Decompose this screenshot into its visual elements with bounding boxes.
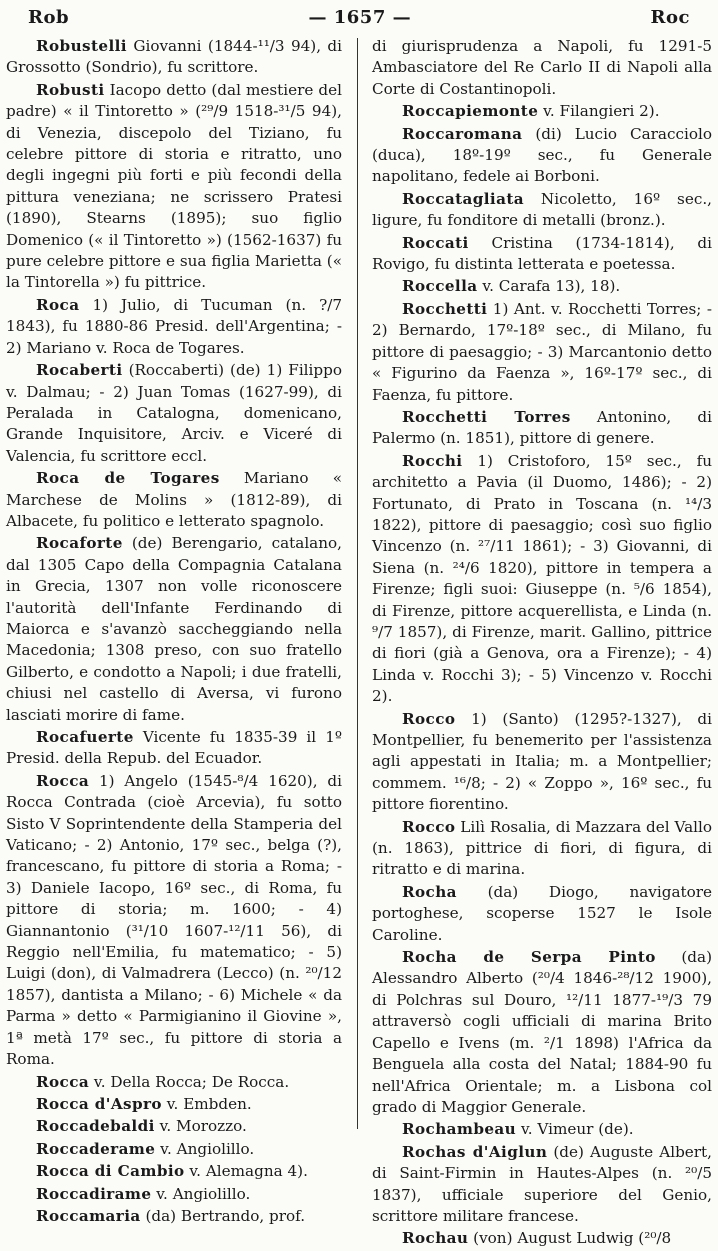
entry-headword: Roca <box>36 295 80 314</box>
entry-text: Nicoletto, 16º sec., ligure, fu fonditore di metalli (bronz.). <box>372 189 712 230</box>
dictionary-entry <box>372 947 712 1118</box>
entry-text: v. Filangieri 2). <box>538 102 660 121</box>
dictionary-entry <box>372 124 712 188</box>
dictionary-entry <box>6 1184 342 1205</box>
entry-text: (da) Diogo, navigatore portoghese, scoperse 1527 le Isole Caroline. <box>372 882 712 944</box>
dictionary-entry <box>372 882 712 946</box>
dictionary-entry <box>6 1161 342 1182</box>
entry-headword: Roccati <box>402 233 469 252</box>
entry-text: v. Carafa 13), 18). <box>477 277 621 296</box>
dictionary-entry <box>6 1094 342 1115</box>
entry-text: v. Vimeur (de). <box>516 1120 634 1139</box>
dictionary-entry <box>6 295 342 359</box>
running-header <box>28 4 690 30</box>
dictionary-entry <box>6 727 342 770</box>
entry-text: v. Della Rocca; De Rocca. <box>89 1072 290 1091</box>
dictionary-entry <box>372 709 712 816</box>
dictionary-entry <box>372 189 712 232</box>
dictionary-entry <box>372 1119 712 1140</box>
dictionary-entry <box>372 36 712 100</box>
page-number: — 1657 — <box>308 6 412 28</box>
entry-text: Antonino, di Palermo (n. 1851), pittore di genere. <box>372 407 712 448</box>
dictionary-entry <box>372 451 712 708</box>
dictionary-entry <box>372 299 712 406</box>
dictionary-entry <box>6 533 342 726</box>
entry-headword: Rocchi <box>402 451 463 470</box>
entry-text: di giurisprudenza a Napoli, fu 1291-5 Ambasciatore del Re Carlo II di Napoli alla Corte di Costantinopoli. <box>372 37 712 98</box>
dictionary-entry <box>372 101 712 122</box>
right-column <box>372 36 712 1251</box>
dictionary-entry <box>6 1206 342 1227</box>
entry-text: v. Angiolillo. <box>151 1184 251 1203</box>
dictionary-entry <box>6 1116 342 1137</box>
entry-headword: Rocha <box>402 882 457 901</box>
entry-headword: Roccapiemonte <box>402 102 539 121</box>
header-right-word: Roc <box>650 6 690 28</box>
entry-text: 1) (Santo) (1295?-1327), di Montpellier, fu benemerito per l'assistenza agli appestati in Italia; m. a Montpellier; commem. ¹⁶/8; - 2) « Zoppo », 16º sec., fu pittore fiorentino. <box>372 709 712 814</box>
entry-text: Mariano « Marchese de Molins » (1812-89), di Albacete, fu politico e letterato spagnolo. <box>6 469 342 530</box>
entry-text: (de) Berengario, catalano, dal 1305 Capo della Compagnia Catalana in Grecia, 1307 non volle riconoscere l'autorità dell'Infante Ferdinando di Maiorca e s'avanzò saccheggiando nella Macedonia; 1308 preso, con suo fratello Gilberto, e condotto a Napoli; i due fratelli, chiusi nel castello di Aversa, vi furono lasciati morire di fame. <box>6 534 342 724</box>
entry-headword: Rocchetti Torres <box>402 407 571 426</box>
entry-text: v. Morozzo. <box>154 1117 247 1136</box>
entry-text: Cristina (1734-1814), di Rovigo, fu distinta letterata e poetessa. <box>372 233 712 274</box>
entry-headword: Roccaromana <box>402 124 523 143</box>
entry-text: Iacopo detto (dal mestiere del padre) « il Tintoretto » (²⁹/9 1518-³¹/5 94), di Venezia, discepolo del Tiziano, fu celebre pittore di storia e ritratto, uno degli ingegni più forti e più fecondi della pittura veneziana; ne scrissero Pratesi (1890), Stearns (1895); suo figlio Domenico (« il Tintoretto ») (1562-1637) fu pure celebre pittore e sua figlia Marietta (« la Tintorella ») fu pittrice. <box>6 80 342 292</box>
entry-headword: Robusti <box>36 80 105 99</box>
entry-text: (da) Alessandro Alberto (²⁰/4 1846-²⁸/12 1900), di Polchras sul Douro, ¹²/11 1877-¹⁹/3 79 attraversò cogli ufficiali di marina Brito Capello e Ivens (m. ²/1 1898) l'Africa da Benguela alla costa del Natal; 1884-90 fu nell'Africa Orientale; m. a Lisbona col grado di Maggior Generale. <box>372 948 712 1116</box>
entry-text: Vicente fu 1835-39 il 1º Presid. della Repub. del Ecuador. <box>6 728 342 768</box>
dictionary-entry <box>372 407 712 450</box>
entry-headword: Rochambeau <box>402 1120 517 1139</box>
left-column <box>6 36 342 1228</box>
dictionary-entry <box>6 1139 342 1160</box>
entry-headword: Rocchetti <box>402 299 488 318</box>
dictionary-entry <box>6 468 342 532</box>
entry-text: (da) Bertrando, prof. <box>140 1206 306 1225</box>
dictionary-entry <box>372 276 712 297</box>
entry-headword: Rocha de Serpa Pinto <box>402 948 656 967</box>
entry-text: (Roccaberti) (de) 1) Filippo v. Dalmau; - 2) Juan Tomas (1627-99), di Peralada in Catalogna, domenicano, Grande Inquisitore, Arciv. e Viceré di Valencia, fu scrittore eccl. <box>6 361 342 465</box>
entry-text: (di) Lucio Caracciolo (duca), 18º-19º sec., fu Generale napolitano, fedele ai Borboni. <box>372 124 712 186</box>
entry-headword: Rocaberti <box>36 361 123 380</box>
entry-headword: Rochas d'Aiglun <box>402 1142 548 1161</box>
entry-text: 1) Julio, di Tucuman (n. ?/7 1843), fu 1880-86 Presid. dell'Argentina; - 2) Mariano v. Roca de Togares. <box>6 295 342 357</box>
entry-text: v. Embden. <box>161 1094 252 1113</box>
dictionary-entry <box>6 80 342 294</box>
entry-headword: Rocca di Cambio <box>36 1162 185 1181</box>
entry-headword: Rocco <box>402 709 456 728</box>
entry-headword: Roccadirame <box>36 1184 152 1203</box>
entry-headword: Roccaderame <box>36 1139 156 1158</box>
entry-text: Lilì Rosalia, di Mazzara del Vallo (n. 1863), pittrice di fiori, di figura, di ritratto e di marina. <box>372 817 712 879</box>
dictionary-entry <box>6 1072 342 1093</box>
entry-text: (von) August Ludwig (²⁰/8 <box>468 1229 672 1248</box>
dictionary-entry <box>372 1142 712 1228</box>
entry-headword: Rochau <box>402 1229 469 1248</box>
entry-headword: Robustelli <box>36 37 127 55</box>
entry-headword: Rocaforte <box>36 534 123 553</box>
entry-headword: Roccatagliata <box>402 189 524 208</box>
dictionary-entry <box>372 233 712 276</box>
entry-text: (de) Auguste Albert, di Saint-Firmin in Hautes-Alpes (n. ²⁰/5 1837), ufficiale superiore del Genio, scrittore militare francese. <box>372 1142 712 1225</box>
dictionary-entry <box>6 36 342 79</box>
header-left-word: Rob <box>28 6 70 28</box>
entry-headword: Roca de Togares <box>36 469 220 488</box>
entry-text: Giovanni (1844-¹¹/3 94), di Grossotto (Sondrio), fu scrittore. <box>6 37 342 77</box>
entry-headword: Rocca <box>36 1072 90 1091</box>
entry-headword: Roccamaria <box>36 1206 141 1225</box>
entry-text: 1) Ant. v. Rocchetti Torres; - 2) Bernardo, 17º-18º sec., di Milano, fu pittore di paesaggio; - 3) Marcantonio detto « Figurino da Faenza », 16º-17º sec., di Faenza, fu pittore. <box>372 299 712 404</box>
dictionary-entry <box>6 360 342 467</box>
entry-headword: Rocca <box>36 771 90 790</box>
entry-text: v. Angiolillo. <box>155 1139 255 1158</box>
entry-text: 1) Angelo (1545-⁸/4 1620), di Rocca Contrada (cioè Arcevia), fu sotto Sisto V Soprintendente della Stamperia del Vaticano; - 2) Antonio, 17º sec., belga (?), francescano, fu pittore di storia a Roma; - 3) Daniele Iacopo, 16º sec., di Roma, fu pittore di storia; m. 1600; - 4) Giannantonio (³¹/10 1607-¹²/11 56), di Reggio nell'Emilia, fu matematico; - 5) Luigi (don), di Valmadrera (Lecco) (n. ²⁰/12 1857), dantista a Milano; - 6) Michele « da Parma » detto « Parmigianino il Giovine », 1ª metà 17º sec., fu pittore di storia a Roma. <box>6 771 342 1069</box>
entry-headword: Roccadebaldi <box>36 1117 155 1136</box>
dictionary-entry <box>372 817 712 881</box>
entry-headword: Rocco <box>402 817 456 836</box>
entry-headword: Roccella <box>402 277 478 296</box>
entry-text: v. Alemagna 4). <box>184 1162 308 1181</box>
dictionary-entry <box>6 771 342 1071</box>
entry-headword: Rocca d'Aspro <box>36 1094 162 1113</box>
entry-headword: Rocafuerte <box>36 728 134 746</box>
entry-text: 1) Cristoforo, 15º sec., fu architetto a Pavia (il Duomo, 1486); - 2) Fortunato, di Prato in Toscana (n. ¹⁴/3 1822), pittore di paesaggio; così suo figlio Vincenzo (n. ²⁷/11 1861); - 3) Giovanni, di Siena (n. ²⁴/6 1820), pittore in tempera a Firenze; figli suoi: Giuseppe (n. ⁵/6 1854), di Firenze, pittore acquerellista, e Linda (n. ⁹/7 1857), di Firenze, marit. Gallino, pittrice di fiori (già a Genova, ora a Firenze); - 4) Linda v. Rocchi 3); - 5) Vincenzo v. Rocchi 2). <box>372 451 712 706</box>
dictionary-entry <box>372 1228 712 1249</box>
column-divider <box>357 38 358 1129</box>
